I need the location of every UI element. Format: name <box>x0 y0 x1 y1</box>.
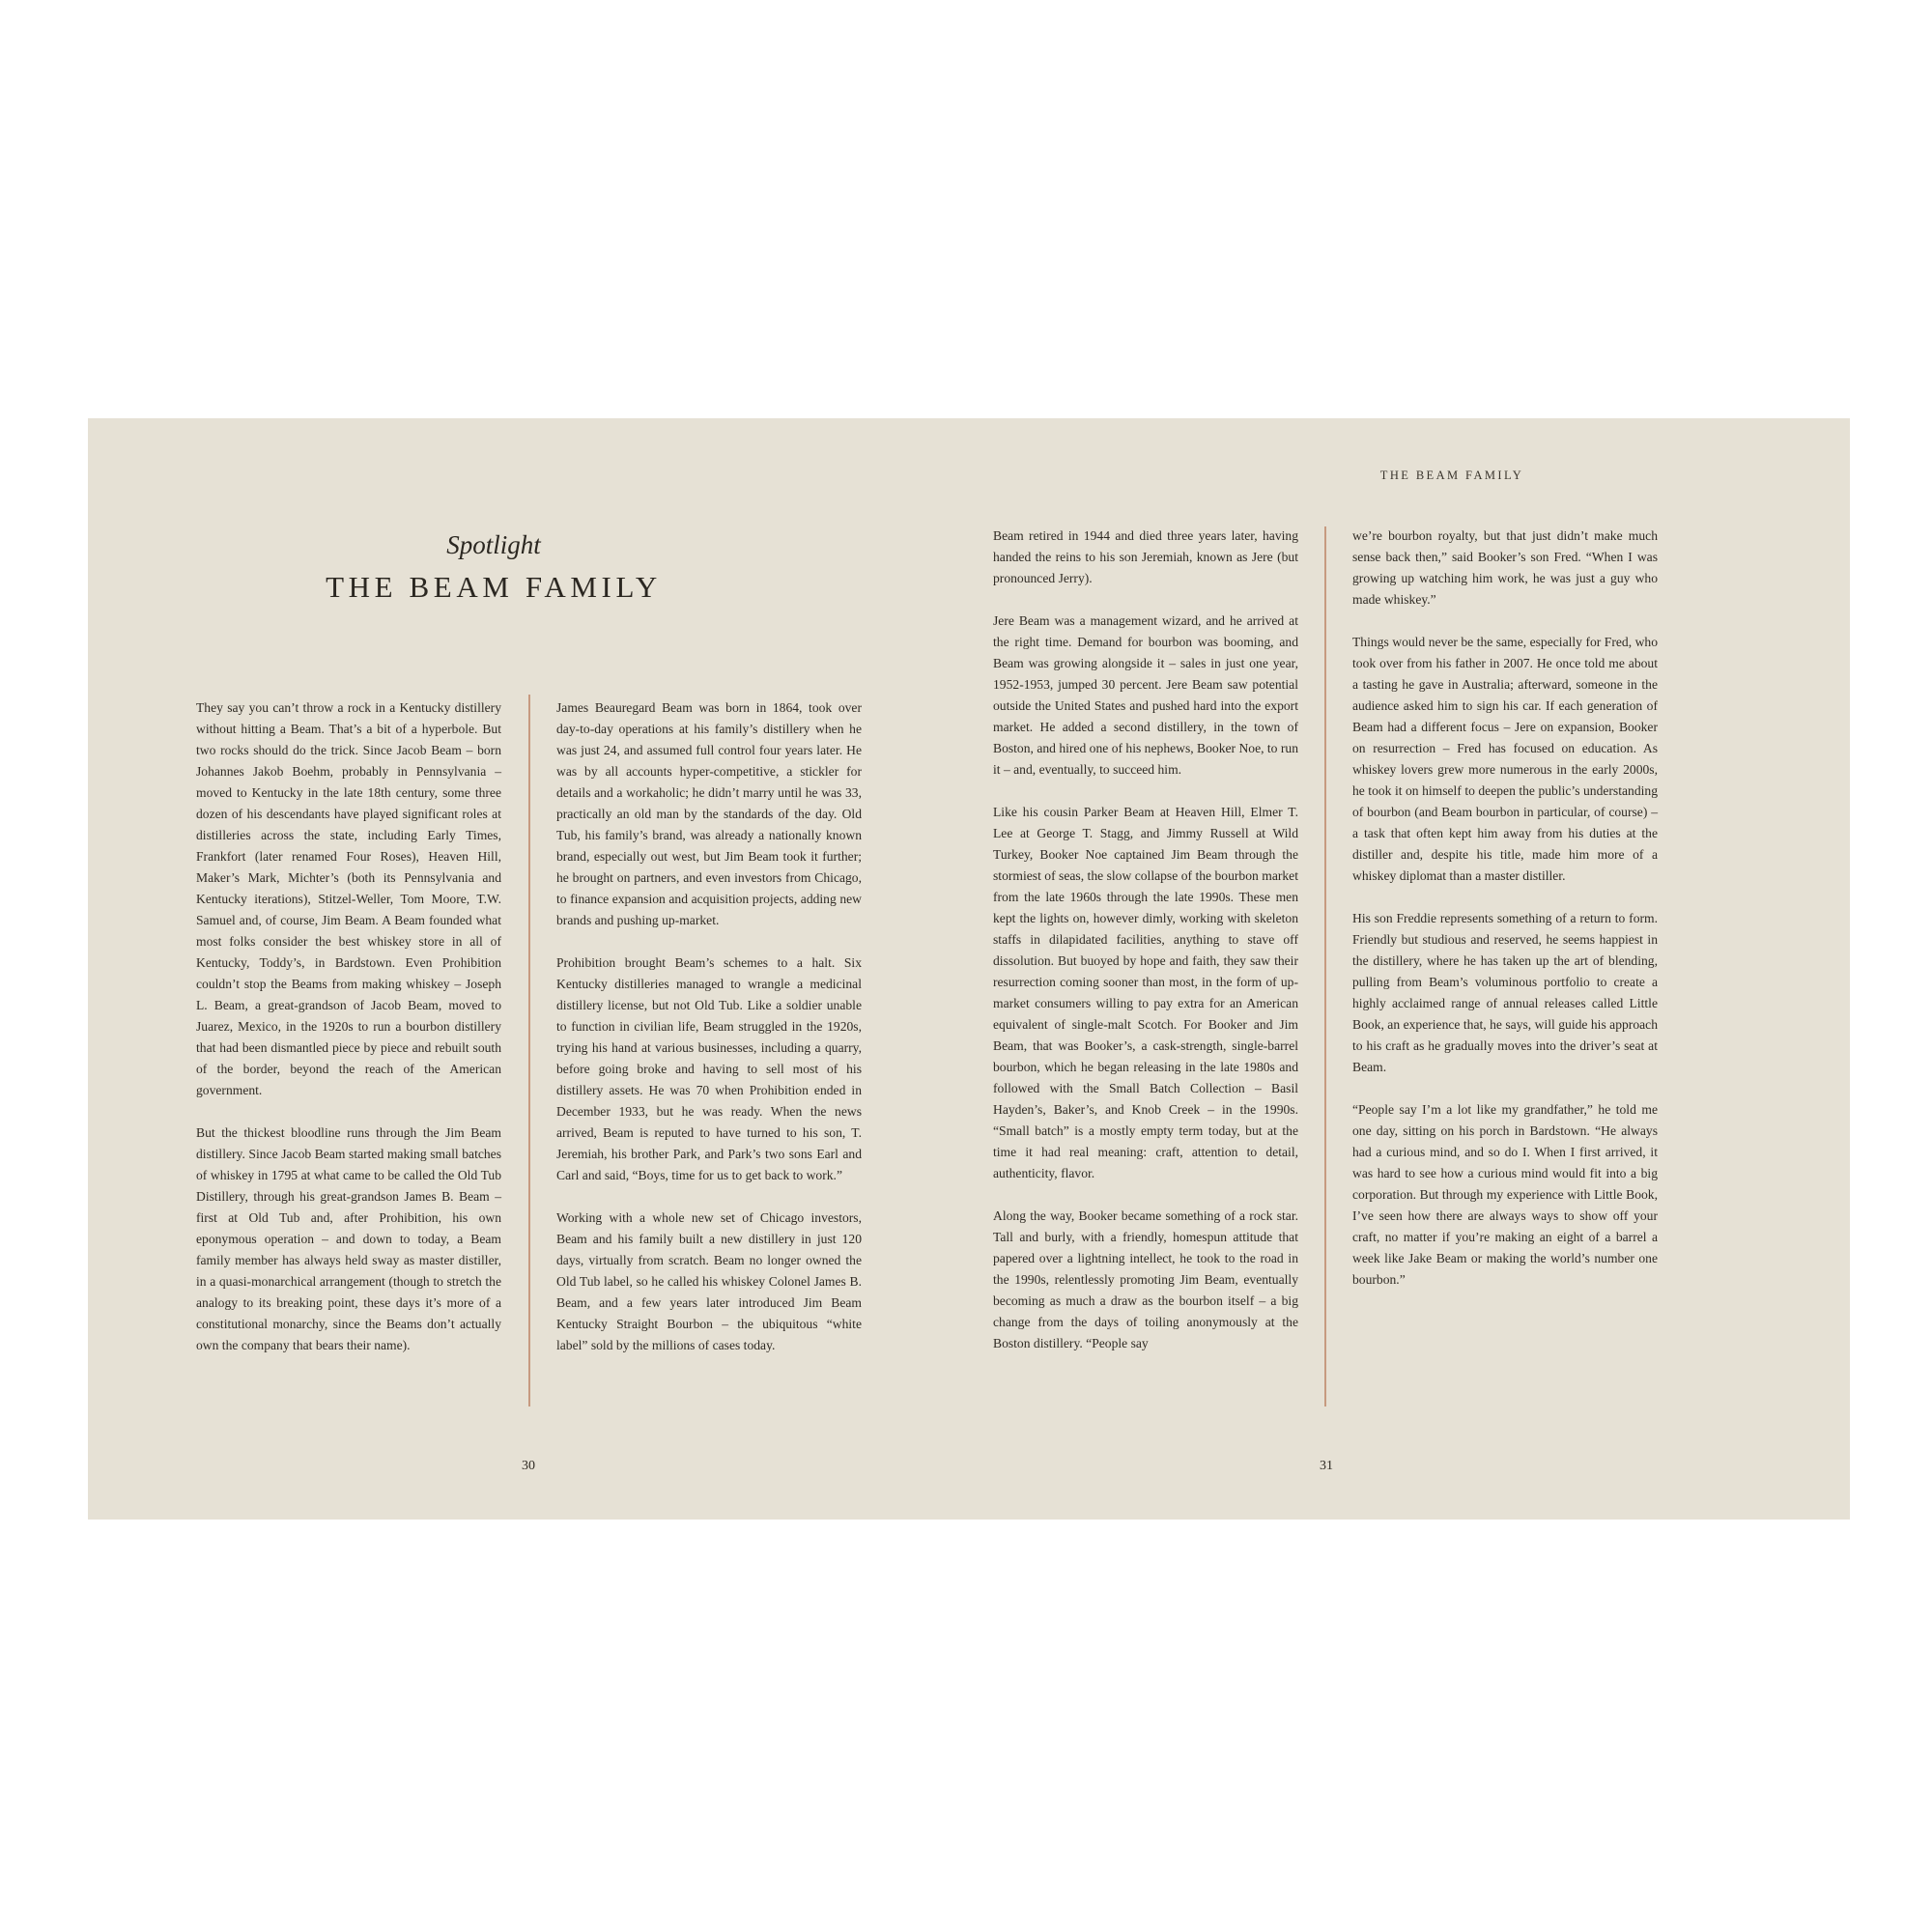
spotlight-kicker: Spotlight <box>446 530 541 559</box>
page-title: THE BEAM FAMILY <box>326 570 662 604</box>
paragraph: we’re bourbon royalty, but that just didn’t make much sense back then,” said Booker’s son Fred. “When I was growing up watching him work, he was just a guy who made whiskey.” <box>1352 528 1658 607</box>
paragraph: “People say I’m a lot like my grandfather,” he told me one day, sitting on his porch in Bardstown. “He always had a curious mind, and so do I. When I first arrived, it was hard to see how a curious mind would fit into a big corporation. But through my experience with Little Book, I’ve seen how there are always ways to show off your craft, no matter if you’re making an eight of a barrel a week like Jake Beam or making the world’s number one bourbon.” <box>1352 1102 1658 1287</box>
paragraph: Working with a whole new set of Chicago investors, Beam and his family built a new distillery in just 120 days, virtually from scratch. Beam no longer owned the Old Tub label, so he called his whiskey Colonel James B. Beam, and a few years later introduced Jim Beam Kentucky Straight Bourbon – the ubiquitous “white label” sold by the millions of cases today. <box>556 1210 862 1352</box>
right-page-column-2 <box>1352 526 1658 1291</box>
book-spread <box>88 418 1850 1520</box>
paragraph: Jere Beam was a management wizard, and he arrived at the right time. Demand for bourbon was booming, and Beam was growing alongside it – sales in just one year, 1952-1953, jumped 30 percent. Jere Beam saw potential outside the United States and pushed hard into the export market. He added a second distillery, in the town of Boston, and hired one of his nephews, Booker Noe, to run it – and, eventually, to succeed him. <box>993 613 1299 777</box>
paragraph: James Beauregard Beam was born in 1864, took over day-to-day operations at his family’s distillery when he was just 24, and assumed full control four years later. He was by all accounts hyper-competitive, a stickler for details and a workaholic; he didn’t marry until he was 33, practically an old man by the standards of the day. Old Tub, his family’s brand, was already a nationally known brand, especially out west, but Jim Beam took it further; he brought on partners, and even investors from Chicago, to finance expansion and acquisition projects, adding new brands and pushing up-market. <box>556 700 862 927</box>
paragraph: His son Freddie represents something of a return to form. Friendly but studious and reserved, he seems happiest in the distillery, where he has taken up the art of blending, pulling from Beam’s voluminous portfolio to create a highly acclaimed range of annual releases called Little Book, an experience that, he says, will guide his approach to his craft as he gradually moves into the driver’s seat at Beam. <box>1352 911 1658 1074</box>
paragraph: Prohibition brought Beam’s schemes to a halt. Six Kentucky distilleries managed to wrangle a medicinal distillery license, but not Old Tub. Like a soldier unable to function in civilian life, Beam struggled in the 1920s, trying his hand at various businesses, including a quarry, before going broke and having to sell most of his distillery assets. He was 70 when Prohibition ended in December 1933, but he was ready. When the news arrived, Beam is reputed to have turned to his son, T. Jeremiah, his brother Park, and Park’s two sons Earl and Carl and said, “Boys, time for us to get back to work.” <box>556 955 862 1182</box>
paragraph: Like his cousin Parker Beam at Heaven Hill, Elmer T. Lee at George T. Stagg, and Jimmy Russell at Wild Turkey, Booker Noe captained Jim Beam through the stormiest of seas, the slow collapse of the bourbon market from the late 1960s through the late 1990s. These men kept the lights on, however dimly, working with skeleton staffs in dilapidated facilities, anything to stave off dissolution. But buoyed by hope and faith, they saw their resurrection coming sooner than most, in the form of up-market consumers willing to pay extra for an American equivalent of single-malt Scotch. For Booker and Jim Beam, that was Booker’s, a cask-strength, single-barrel bourbon, which he began releasing in the late 1980s and followed with the Small Batch Collection – Basil Hayden’s, Baker’s, and Knob Creek – in the 1990s. “Small batch” is a mostly empty term today, but at the time it had real meaning: craft, attention to detail, authenticity, flavor. <box>993 805 1298 1180</box>
paragraph: Along the way, Booker became something of a rock star. Tall and burly, with a friendly, homespun attitude that papered over a lightning intellect, he took to the road in the 1990s, relentlessly promoting Jim Beam, eventually becoming as much a draw as the bourbon itself – a big change from the days of toiling anonymously at the Boston distillery. “People say <box>993 1208 1298 1350</box>
paragraph: Beam retired in 1944 and died three years later, having handed the reins to his son Jeremiah, known as Jere (but pronounced Jerry). <box>993 528 1298 585</box>
column-divider <box>1324 526 1326 1406</box>
paragraph: They say you can’t throw a rock in a Kentucky distillery without hitting a Beam. That’s a bit of a hyperbole. But two rocks should do the trick. Since Jacob Beam – born Johannes Jakob Boehm, probably in Pennsylvania – moved to Kentucky in the late 18th century, some three dozen of his descendants have played significant roles at distilleries across the state, including Early Times, Frankfort (later renamed Four Roses), Heaven Hill, Maker’s Mark, Michter’s (both its Pennsylvania and Kentucky iterations), Stitzel-Weller, Tom Moore, T.W. Samuel and, of course, Jim Beam. A Beam founded what most folks consider the best whiskey store in all of Kentucky, Toddy’s, in Bardstown. Even Prohibition couldn’t stop the Beams from making whiskey – Joseph L. Beam, a great-grandson of Jacob Beam, moved to Juarez, Mexico, in the 1920s to run a bourbon distillery that had been dismantled piece by piece and rebuilt south of the border, beyond the reach of the American government. <box>196 700 501 1097</box>
left-page <box>88 418 969 1520</box>
left-page-column-2 <box>556 697 862 1356</box>
right-page-column-1 <box>993 526 1298 1354</box>
page-number: 30 <box>522 1459 535 1473</box>
paragraph: Things would never be the same, especially for Fred, who took over from his father in 2007. He once told me about a tasting he gave in Australia; afterward, someone in the audience asked him to sign his car. If each generation of Beam had a different focus – Jere on expansion, Booker on resurrection – Fred has focused on education. As whiskey lovers grew more numerous in the early 2000s, he took it on himself to deepen the public’s understanding of bourbon (and Beam bourbon in particular, of course) – a task that often kept him away from his duties at the distiller and, despite his title, made him more of a whiskey diplomat than a master distiller. <box>1352 635 1658 883</box>
column-divider <box>528 695 530 1406</box>
left-page-column-1 <box>196 697 501 1356</box>
paragraph: But the thickest bloodline runs through the Jim Beam distillery. Since Jacob Beam started making small batches of whiskey in 1795 at what came to be called the Old Tub Distillery, through his great-grandson James B. Beam – first at Old Tub and, after Prohibition, his own eponymous operation – and down to today, a Beam family member has always held sway as master distiller, in a quasi-monarchical arrangement (though to stretch the analogy to its breaking point, these days it’s more of a constitutional monarchy, since the Beams don’t actually own the company that bears their name). <box>196 1125 501 1352</box>
page-number: 31 <box>1320 1459 1333 1473</box>
right-page <box>969 418 1850 1520</box>
running-head: THE BEAM FAMILY <box>1379 469 1524 482</box>
